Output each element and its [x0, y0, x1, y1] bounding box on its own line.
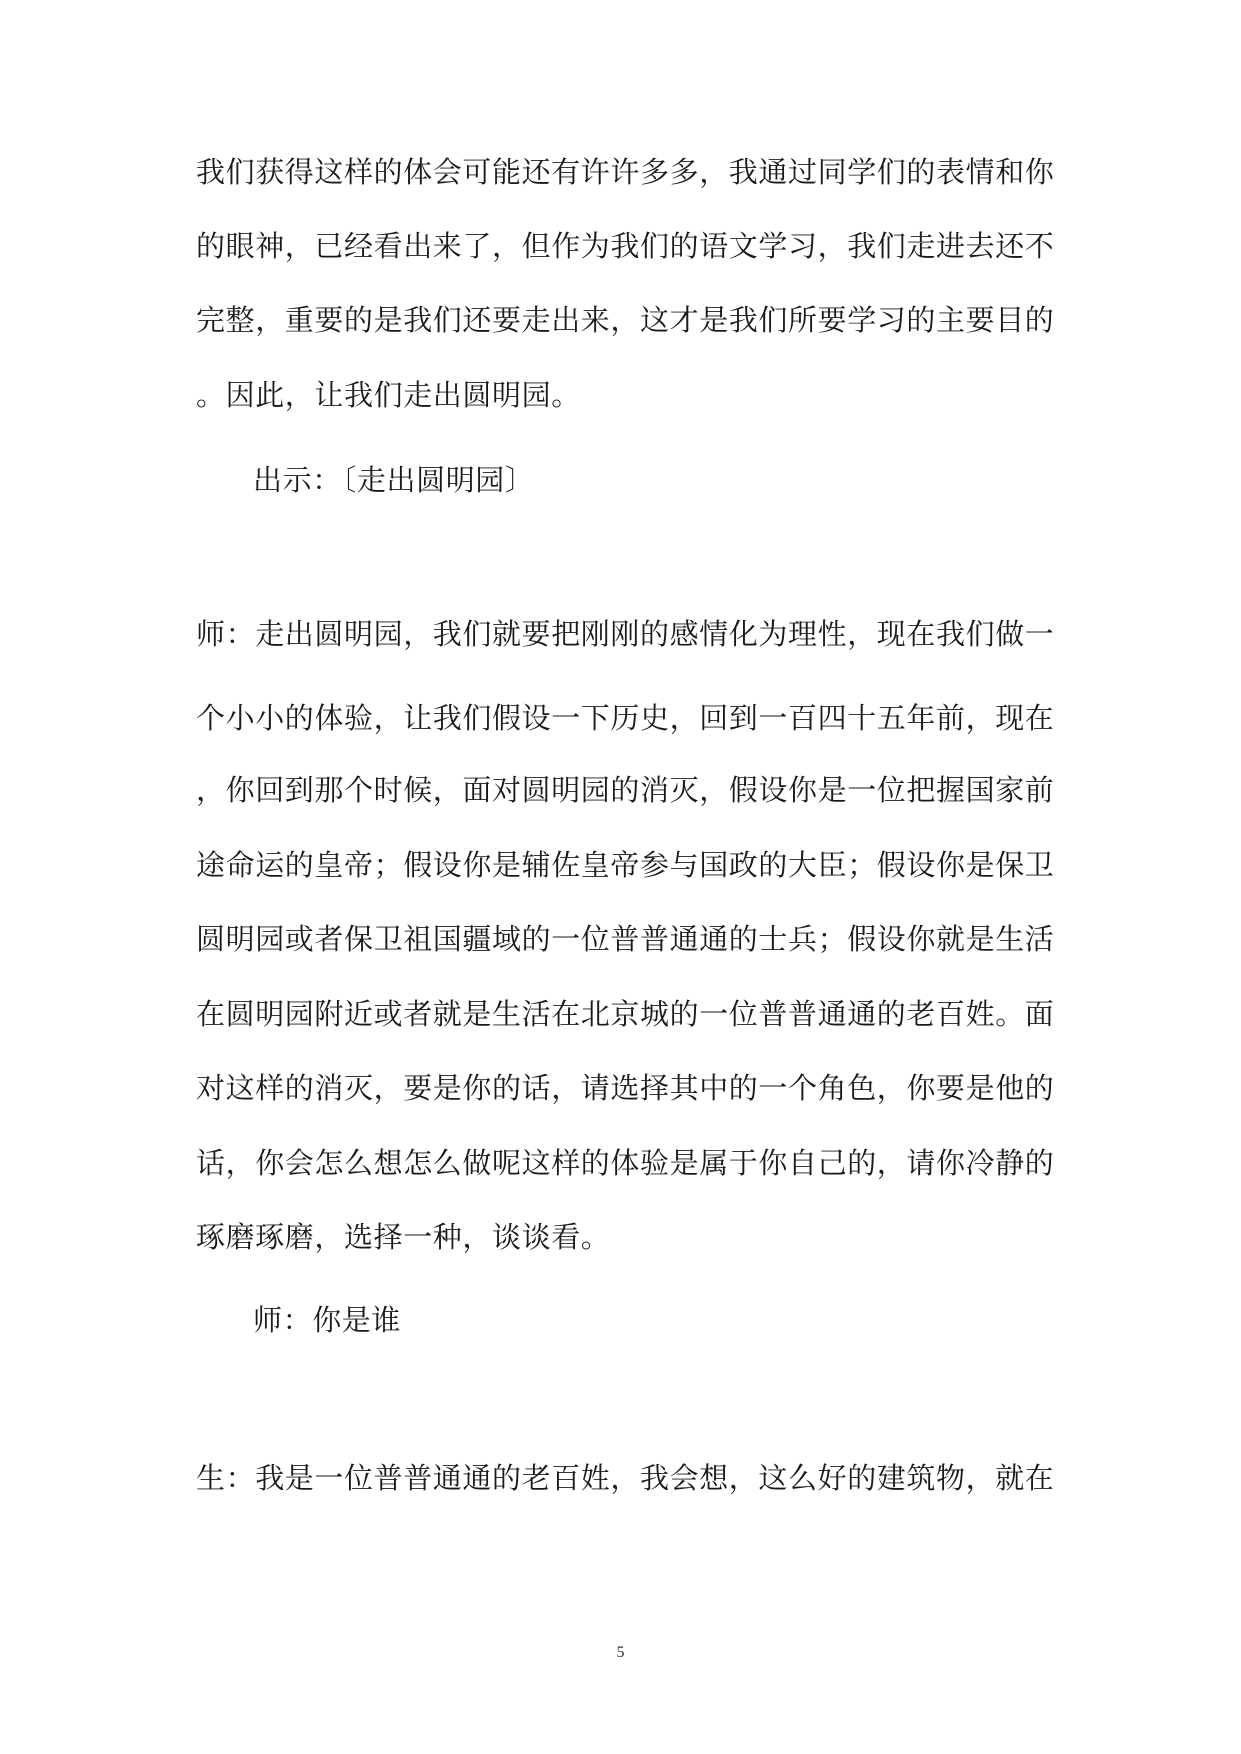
text-line: ，你回到那个时候，面对圆明园的消灭，假设你是一位把握国家前	[196, 773, 1055, 807]
text-line: 师：你是谁	[253, 1303, 402, 1337]
text-line: 师：走出圆明园，我们就要把刚刚的感情化为理性，现在我们做一	[196, 617, 1055, 651]
text-line: 的眼神，已经看出来了，但作为我们的语文学习，我们走进去还不	[196, 229, 1055, 263]
text-line: 出示：〔走出圆明园〕	[253, 463, 535, 497]
text-line: 途命运的皇帝；假设你是辅佐皇帝参与国政的大臣；假设你是保卫	[196, 848, 1055, 882]
text-line: 对这样的消灭，要是你的话，请选择其中的一个角色，你要是他的	[196, 1071, 1055, 1105]
text-line: 。因此，让我们走出圆明园。	[196, 378, 581, 412]
text-line: 圆明园或者保卫祖国疆域的一位普普通通的士兵；假设你就是生活	[196, 922, 1055, 956]
page-number: 5	[616, 1644, 625, 1661]
text-line: 我们获得这样的体会可能还有许许多多，我通过同学们的表情和你	[196, 155, 1055, 189]
text-line: 个小小的体验，让我们假设一下历史，回到一百四十五年前，现在	[196, 701, 1055, 735]
text-line: 生：我是一位普普通通的老百姓，我会想，这么好的建筑物，就在	[196, 1461, 1055, 1495]
text-line: 话，你会怎么想怎么做呢这样的体验是属于你自己的，请你冷静的	[196, 1146, 1055, 1180]
text-line: 完整，重要的是我们还要走出来，这才是我们所要学习的主要目的	[196, 303, 1055, 337]
text-line: 在圆明园附近或者就是生活在北京城的一位普普通通的老百姓。面	[196, 997, 1055, 1031]
text-line: 琢磨琢磨，选择一种，谈谈看。	[196, 1220, 611, 1254]
